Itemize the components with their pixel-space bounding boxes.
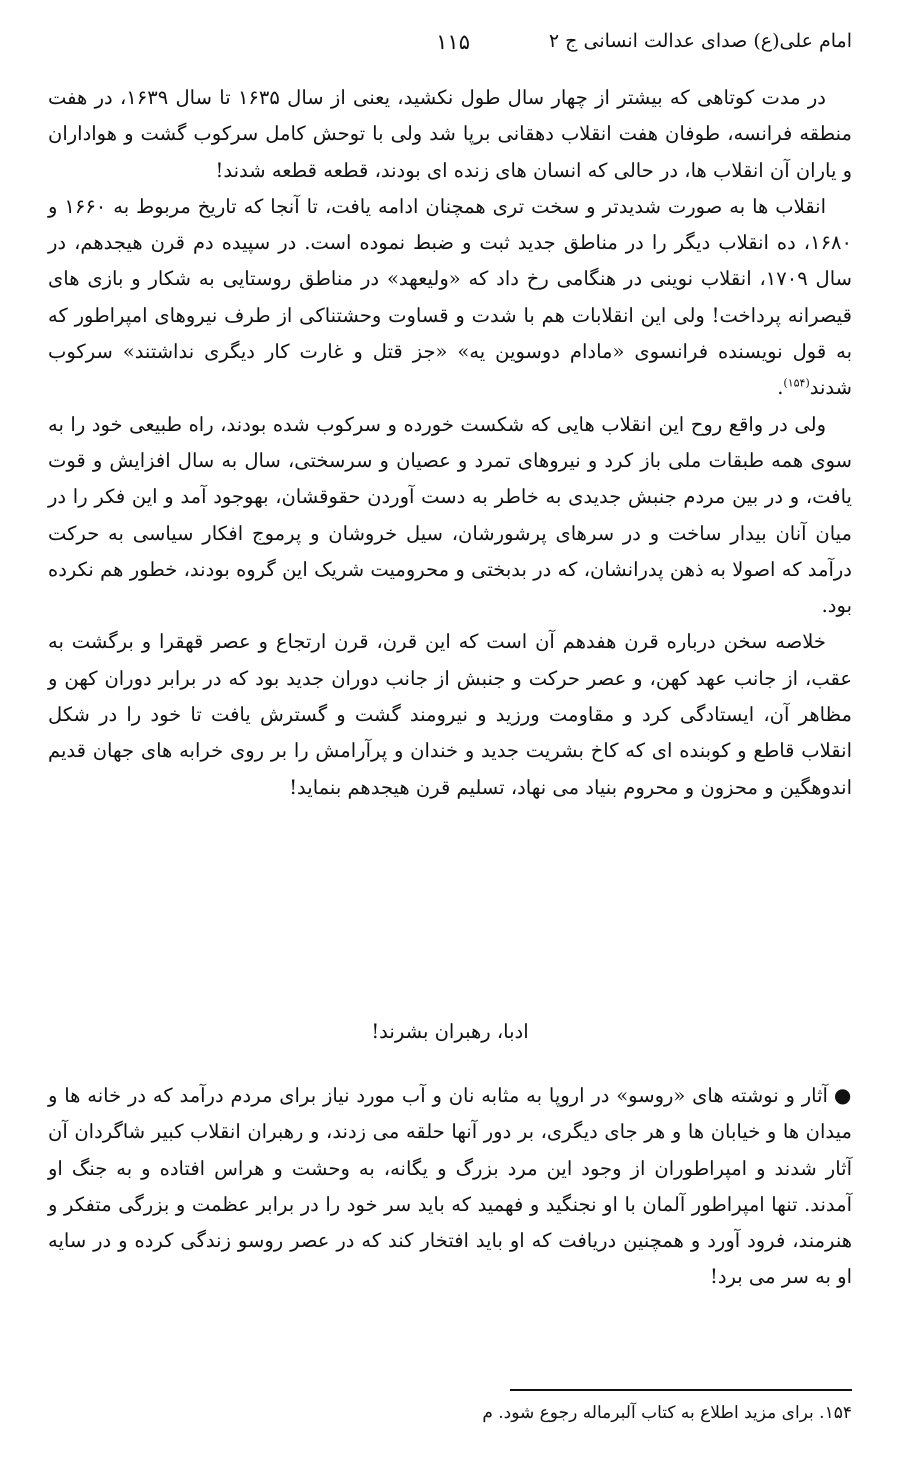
page-number: ۱۱۵ (436, 30, 470, 54)
footnote-reference: (۱۵۴) (783, 376, 810, 390)
section-heading: ادبا، رهبران بشرند! (371, 1020, 529, 1043)
paragraph-3: ولی در واقع روح این انقلاب هایی که شکست خورده و سرکوب شده بودند، راه طبیعی خود را به سوی همه طبقات ملی باز کرد و نیروهای تمرد و عصیان و سرسختی، سال به سال افزایش و قوت یافت، و در بین مردم جنبش جدیدی به خاطر به دست آوردن حقوقشان، بهوجود آمد و این فکر را در میان آنان بیدار ساخت و در سرهای پرشورشان، سیل خروشان و پرموج افکار سیاسی به حرکت درآمد که اصولا به ذهن پدرانشان، که در بدبختی و محرومیت شریک این گروه بودند، خطور هم نکرده بود. (48, 412, 852, 618)
running-title: امام علی(ع) صدای عدالت انسانی ج ۲ (548, 30, 852, 52)
section-text (48, 1077, 852, 1296)
paragraph-1: در مدت کوتاهی که بیشتر از چهار سال طول نکشید، یعنی از سال ۱۶۳۵ تا سال ۱۶۳۹، در هفت منطقه فرانسه، طوفان هفت انقلاب دهقانی برپا شد ولی با توحش کامل سرکوب گشت و هواداران و یاران آن انقلاب ها، در حالی که انسان های زنده ای بودند، قطعه قطعه شدند! (48, 86, 852, 182)
page-header (48, 30, 852, 70)
bullet-icon: ● (833, 1083, 852, 1107)
main-text (48, 80, 852, 806)
footnote-divider (510, 1389, 852, 1391)
paragraph-2-end: . (777, 376, 784, 400)
paragraph-2 (48, 189, 852, 407)
footnote: ۱۵۴. برای مزید اطلاع به کتاب آلبرماله رجوع شود. م (482, 1403, 852, 1423)
section-paragraph (48, 1077, 852, 1296)
section-paragraph-text: آثار و نوشته های «روسو» در اروپا به مثابه نان و آب مورد نیاز برای مردم درآمد که در خانه ها و میدان ها و خیابان ها و هر جای دیگری، بر دور آنها حلقه می زدند، و رهبران انقلاب کبیر شاگردان آن آثار شدند و امپراطوران از وجود این مرد بزرگ و یگانه، به وحشت و هراس افتاده و به جنگ او آمدند. تنها امپراطور آلمان با او نجنگید و فهمید که باید سر خود را در برابر عظمت و بزرگی متفکر و هنرمند، فرود آورد و همچنین دریافت که او باید افتخار کند که در عصر روسو زندگی کرده و در سایه او به سر می برد! (48, 1084, 852, 1289)
paragraph-2-text: انقلاب ها به صورت شدیدتر و سخت تری همچنان ادامه یافت، تا آنجا که تاریخ مربوط به ۱۶۶۰ و ۱۶۸۰، ده انقلاب دیگر را در مناطق جدید ثبت و ضبط نموده است. در سپیده دم قرن هیجدهم، در سال ۱۷۰۹، انقلاب نوینی در هنگامی رخ داد که «ولیعهد» در مناطق روستایی به شکار و بازی های قیصرانه پرداخت! ولی این انقلابات هم با شدت و قساوت وحشتناکی از طرف نیروهای امپراطور که به قول نویسنده فرانسوی «مادام دوسوین یه» «جز قتل و غارت کار دیگری نداشتند» سرکوب شدند (48, 194, 852, 400)
paragraph-4: خلاصه سخن درباره قرن هفدهم آن است که این قرن، قرن ارتجاع و عصر قهقرا و برگشت به عقب، از جانب عهد کهن، و عصر حرکت و جنبش از جانب دوران جدید بود که در برابر دوران کهن و مظاهر آن، ایستادگی کرد و مقاومت ورزید و نیرومند گشت و گسترش یافت تا خود را در شکل انقلاب قاطع و کوبنده ای که کاخ بشریت جدید و خندان و پرآرامش را بر روی خرابه های جهان قدیم اندوهگین و محزون و محروم بنیاد می نهاد، تسلیم قرن هیجدهم بنماید! (48, 630, 852, 799)
